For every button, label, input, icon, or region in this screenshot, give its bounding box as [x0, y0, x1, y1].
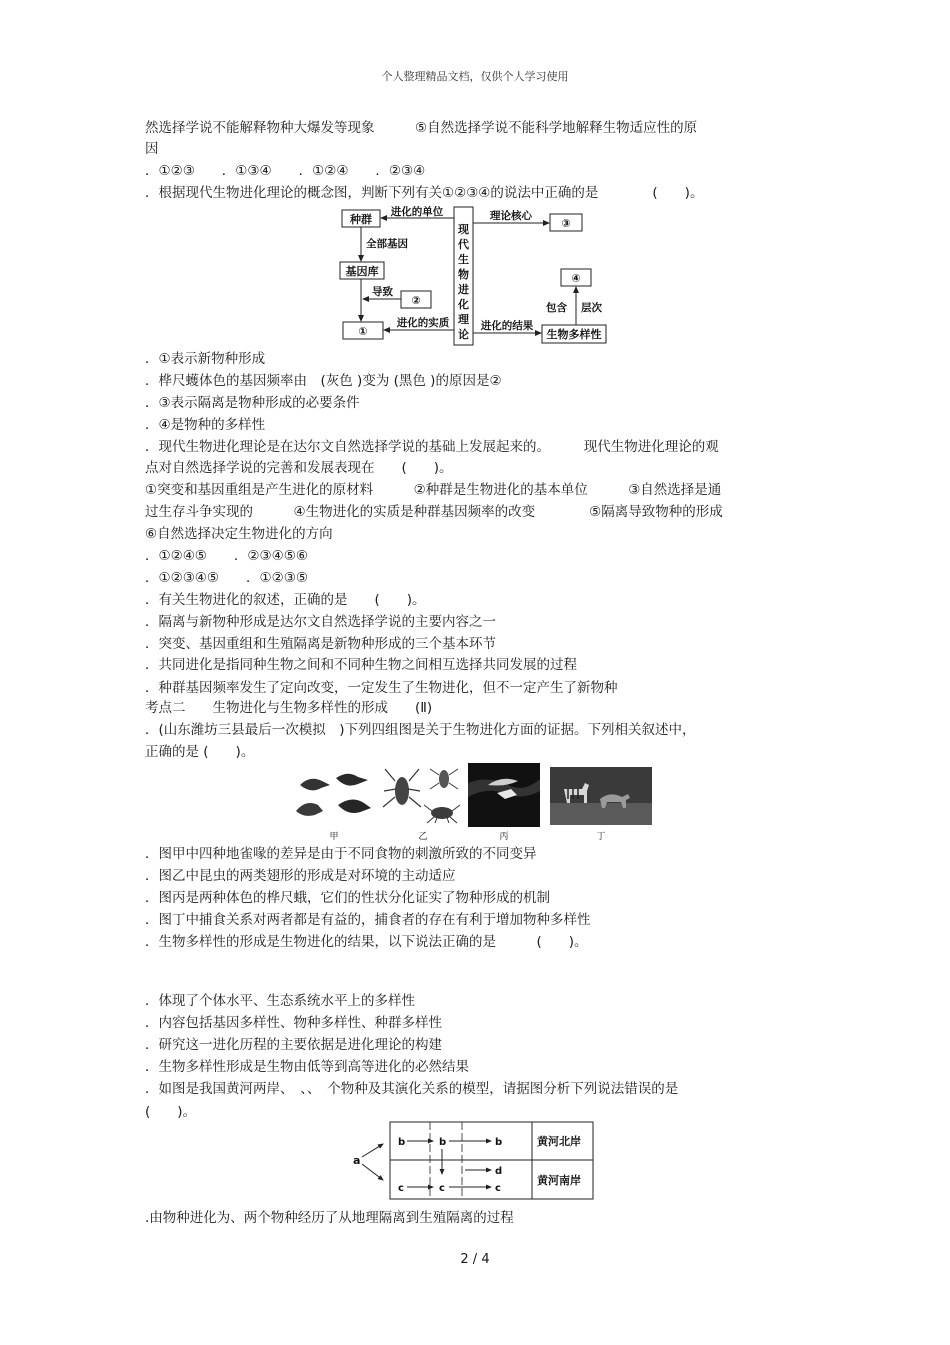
peppered-moth-photo — [468, 763, 540, 842]
answer-options: ．①②④⑤ ．②③④⑤⑥ — [145, 548, 308, 564]
page-number: 2 / 4 — [460, 1252, 490, 1267]
option-c: ．③表示隔离是物种形成的必要条件 — [145, 395, 360, 411]
text-line: 正确的是 ( )。 — [145, 744, 255, 760]
core-theory-label: 理论核心 — [490, 210, 532, 222]
figure-label-jia: 甲 — [329, 832, 339, 842]
text-line: ①突变和基因重组是产生进化的原材料 ②种群是生物进化的基本单位 ③自然选择是通 — [145, 482, 722, 498]
all-genes-label: 全部基因 — [366, 238, 408, 250]
insects-illustration — [380, 763, 466, 842]
text-line: 然选择学说不能解释物种大爆发等现象 ⑤自然选择学说不能科学地解释生物适应性的原 — [145, 120, 698, 136]
yellow-river-species-model — [345, 1120, 600, 1202]
species-a: a — [353, 1154, 361, 1167]
question-stem: ．根据现代生物进化理论的概念图，判断下列有关①②③④的说法中正确的是 ( )。 — [145, 185, 704, 201]
svg-text:现: 现 — [458, 223, 469, 236]
question-stem: ．生物多样性的形成是生物进化的结果，以下说法正确的是 ( )。 — [145, 934, 588, 950]
page-header: 个人整理精品文档，仅供个人学习使用 — [381, 70, 569, 83]
essence-label: 进化的实质 — [396, 317, 450, 329]
species-b: b — [439, 1137, 447, 1148]
text-line: ⑥自然选择决定生物进化的方向 — [145, 526, 333, 542]
cause-label: 导致 — [372, 286, 393, 298]
finch-beaks-illustration — [292, 763, 377, 842]
option-b: ．桦尺蠖体色的基因频率由 (灰色 )变为 (黑色 )的原因是② — [145, 373, 502, 389]
predator-prey-photo — [550, 767, 652, 842]
text-line: 点对自然选择学说的完善和发展表现在 ( )。 — [145, 460, 453, 476]
svg-text:化: 化 — [458, 298, 469, 311]
text-line: 过生存斗争实现的 ④生物进化的实质是种群基因频率的改变 ⑤隔离导致物种的形成 — [145, 504, 723, 520]
option-a: ．图甲中四种地雀喙的差异是由于不同食物的刺激所致的不同变异 — [145, 846, 537, 862]
circle-4: ④ — [571, 272, 581, 285]
svg-text:生: 生 — [458, 253, 469, 266]
evolution-concept-map — [335, 205, 610, 348]
option-d: ．生物多样性形成是生物由低等到高等进化的必然结果 — [145, 1059, 469, 1075]
evolution-evidence-figures — [292, 763, 654, 843]
option-c: ．图丙是两种体色的桦尺蛾，它们的性状分化证实了物种形成的机制 — [145, 890, 550, 906]
figure-label-bing: 丙 — [499, 832, 509, 842]
unit-label: 进化的单位 — [390, 206, 444, 218]
figure-label-yi: 乙 — [418, 832, 428, 842]
species-b: b — [398, 1137, 406, 1148]
option-a: ．①表示新物种形成 — [145, 351, 266, 367]
option-d: ．图丁中捕食关系对两者都是有益的，捕食者的存在有利于增加物种多样性 — [145, 912, 591, 928]
figure-label-ding: 丁 — [596, 832, 606, 842]
option-b: ．突变、基因重组和生殖隔离是新物种形成的三个基本环节 — [145, 636, 496, 652]
svg-text:理: 理 — [458, 313, 469, 326]
answer-options: ．①②③④⑤ ．①②③⑤ — [145, 570, 308, 586]
species-c: c — [398, 1183, 404, 1194]
svg-text:论: 论 — [458, 328, 469, 341]
question-stem: ．(山东潍坊三县最后一次模拟 )下列四组图是关于生物进化方面的证据。下列相关叙述中， — [145, 722, 696, 738]
svg-text:代: 代 — [458, 238, 469, 251]
species-c: c — [495, 1183, 501, 1194]
circle-3: ③ — [561, 217, 571, 230]
species-d: d — [495, 1166, 503, 1177]
svg-text:物: 物 — [458, 268, 469, 281]
population-label: 种群 — [350, 213, 372, 226]
option-d: ．种群基因频率发生了定向改变，一定发生了生物进化，但不一定产生了新物种 — [145, 680, 618, 696]
question-stem: ．如图是我国黄河两岸、 、、 个物种及其演化关系的模型，请据图分析下列说法错误的是 — [145, 1081, 679, 1097]
option-b: ．内容包括基因多样性、物种多样性、种群多样性 — [145, 1015, 442, 1031]
option-a: ．隔离与新物种形成是达尔文自然选择学说的主要内容之一 — [145, 614, 496, 630]
question-stem: ．有关生物进化的叙述，正确的是 ( )。 — [145, 592, 426, 608]
svg-text:进: 进 — [458, 283, 469, 296]
option-c: ．共同进化是指同种生物之间和不同种生物之间相互选择共同发展的过程 — [145, 657, 577, 673]
text-line: 因 — [145, 141, 159, 157]
species-c: c — [439, 1183, 445, 1194]
question-stem: ．现代生物进化理论是在达尔文自然选择学说的基础上发展起来的。 现代生物进化理论的观 — [145, 439, 719, 455]
gene-pool-label: 基因库 — [345, 265, 379, 278]
circle-1: ① — [358, 325, 368, 338]
option-d: ．④是物种的多样性 — [145, 417, 266, 433]
circle-2: ② — [411, 294, 421, 307]
level-label: 层次 — [581, 302, 602, 314]
option-c: ．研究这一进化历程的主要依据是进化理论的构建 — [145, 1037, 442, 1053]
species-b: b — [495, 1137, 503, 1148]
section-heading: 考点二 生物进化与生物多样性的形成 (Ⅱ) — [145, 700, 433, 716]
south-bank-label: 黄河南岸 — [537, 1174, 581, 1187]
text-line: ( )。 — [145, 1104, 197, 1120]
include-label: 包含 — [546, 302, 567, 314]
option-a: .由物种进化为、两个物种经历了从地理隔离到生殖隔离的过程 — [145, 1210, 514, 1226]
option-a: ．体现了个体水平、生态系统水平上的多样性 — [145, 993, 415, 1009]
answer-options: ．①②③ ．①③④ ．①②④ ．②③④ — [145, 163, 426, 179]
result-label: 进化的结果 — [480, 320, 534, 332]
north-bank-label: 黄河北岸 — [537, 1135, 581, 1148]
option-b: ．图乙中昆虫的两类翅形的形成是对环境的主动适应 — [145, 868, 456, 884]
biodiversity-label: 生物多样性 — [546, 328, 602, 341]
